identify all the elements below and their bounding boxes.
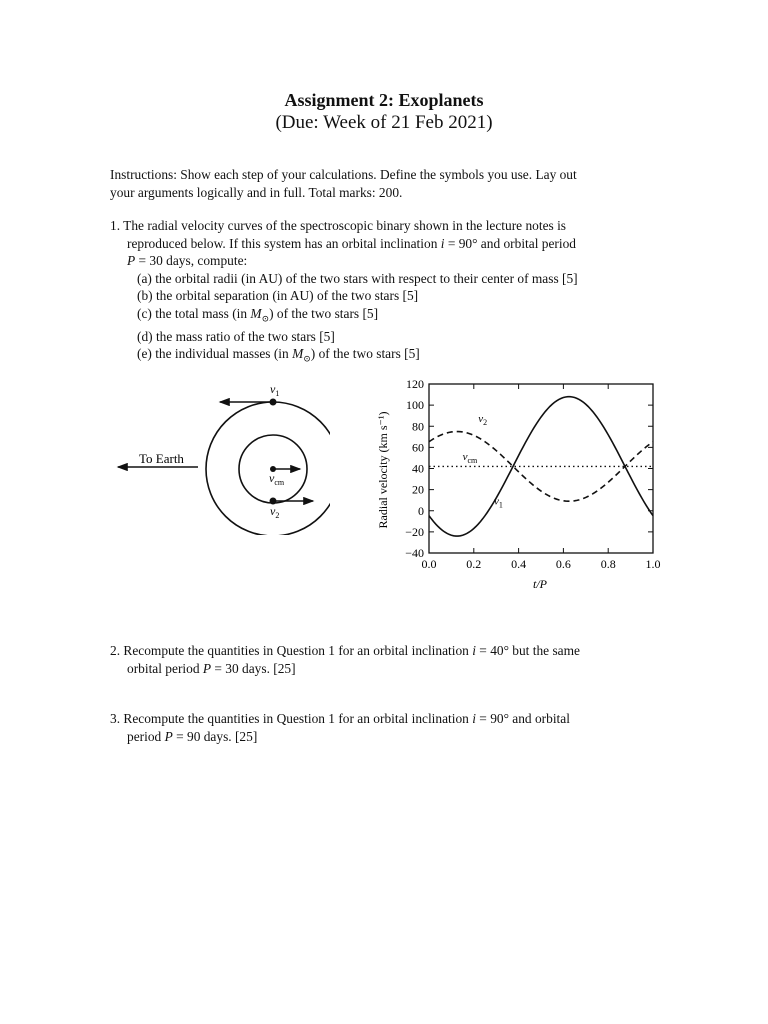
q1-part-a: (a) the orbital radii (in AU) of the two stars with respect to their center of mass [5]	[137, 270, 578, 286]
x-tick-label: 0.6	[555, 557, 571, 571]
y-tick-label: 80	[412, 419, 424, 434]
instructions	[110, 166, 660, 201]
instructions-line-2: your arguments logically and in full. Total marks: 200.	[110, 184, 403, 200]
q1-line-2	[110, 235, 660, 253]
msun-subscript: ⊙	[303, 353, 311, 364]
q1-text: ) of the two stars [5]	[269, 305, 379, 321]
y-tick-label: 20	[412, 482, 424, 497]
q1-line-1: 1. The radial velocity curves of the spectroscopic binary shown in the lecture notes is	[110, 218, 567, 233]
q2-line-2	[110, 660, 660, 678]
question-1	[110, 217, 660, 368]
msun-subscript: ⊙	[261, 313, 270, 324]
instructions-line-1: Instructions: Show each step of your calculations. Define the symbols you use. Lay out	[110, 167, 577, 182]
q1-text: ) of the two stars [5]	[310, 346, 420, 362]
q3-text: = 90° and orbital	[475, 711, 570, 726]
q2-text: = 40° but the same	[475, 643, 580, 658]
v1-label: $v_1$	[270, 382, 280, 398]
due-date: (Due: Week of 21 Feb 2021)	[275, 112, 493, 133]
q1-var-i: i	[440, 235, 445, 251]
to-earth-label: To Earth	[139, 451, 184, 466]
q1-part-c	[110, 305, 660, 328]
y-tick-label: −40	[405, 546, 424, 560]
plot-frame	[429, 384, 653, 553]
q1-text: reproduced below. If this system has an orbital inclination	[127, 235, 441, 251]
series-vcm-label: $v_{cm}$	[462, 451, 478, 466]
q1-var-p: P	[127, 253, 136, 268]
q1-line-3	[110, 252, 660, 270]
q2-line-1	[110, 642, 660, 660]
y-tick-label: 60	[412, 440, 424, 455]
series-v2-label: $v_2$	[478, 413, 488, 428]
x-tick-label: 0.8	[600, 557, 616, 571]
y-tick-label: 120	[406, 377, 424, 391]
v2-label: $v_2$	[270, 504, 280, 520]
q3-var-i: i	[472, 711, 476, 726]
y-tick-label: −20	[405, 524, 424, 539]
question-3	[110, 710, 660, 745]
series-v1-label: $v_1$	[493, 495, 503, 510]
q3-line-1	[110, 710, 660, 728]
radial-velocity-chart	[370, 370, 670, 600]
q3-text: 3. Recompute the quantities in Question 1 for an orbital inclination	[110, 711, 473, 726]
q1-part-e	[110, 345, 660, 368]
q2-var-i: i	[472, 643, 476, 658]
y-tick-label: 40	[412, 461, 424, 476]
y-tick-label: 100	[406, 398, 424, 413]
q2-text: = 30 days. [25]	[211, 660, 296, 676]
q1-text: (e) the individual masses (in	[137, 346, 293, 362]
q3-var-p: P	[164, 728, 173, 744]
y-tick-label: 0	[418, 503, 424, 518]
vcm-label: $v_{cm}$	[269, 471, 285, 487]
y-axis-label: Radial velocity (km s⁻¹)	[376, 411, 390, 529]
q1-text: (c) the total mass (in	[137, 305, 251, 321]
q2-var-p: P	[202, 660, 212, 676]
q1-text: = 90° and orbital period	[444, 235, 577, 251]
page-title: Assignment 2: Exoplanets	[284, 90, 484, 110]
msun-symbol: M	[292, 346, 304, 362]
q2-text: orbital period	[127, 660, 203, 676]
question-2	[110, 642, 660, 677]
x-tick-label: 0.4	[511, 557, 527, 571]
x-axis-label: t/P	[533, 577, 547, 591]
outer-orbit	[206, 402, 330, 535]
x-tick-label: 0.2	[466, 557, 482, 571]
q2-text: 2. Recompute the quantities in Question 1 for an orbital inclination	[110, 643, 473, 658]
q1-part-b: (b) the orbital separation (in AU) of the two stars [5]	[137, 288, 419, 303]
q1-part-d: (d) the mass ratio of the two stars [5]	[137, 328, 335, 344]
q3-line-2	[110, 728, 660, 746]
x-tick-label: 0.0	[421, 557, 437, 571]
msun-symbol: M	[250, 305, 262, 321]
x-tick-label: 1.0	[645, 557, 661, 571]
orbit-diagram	[110, 375, 330, 535]
q1-text: = 30 days, compute:	[135, 253, 248, 268]
q3-text: period	[127, 728, 165, 744]
q3-text: = 90 days. [25]	[172, 728, 258, 744]
